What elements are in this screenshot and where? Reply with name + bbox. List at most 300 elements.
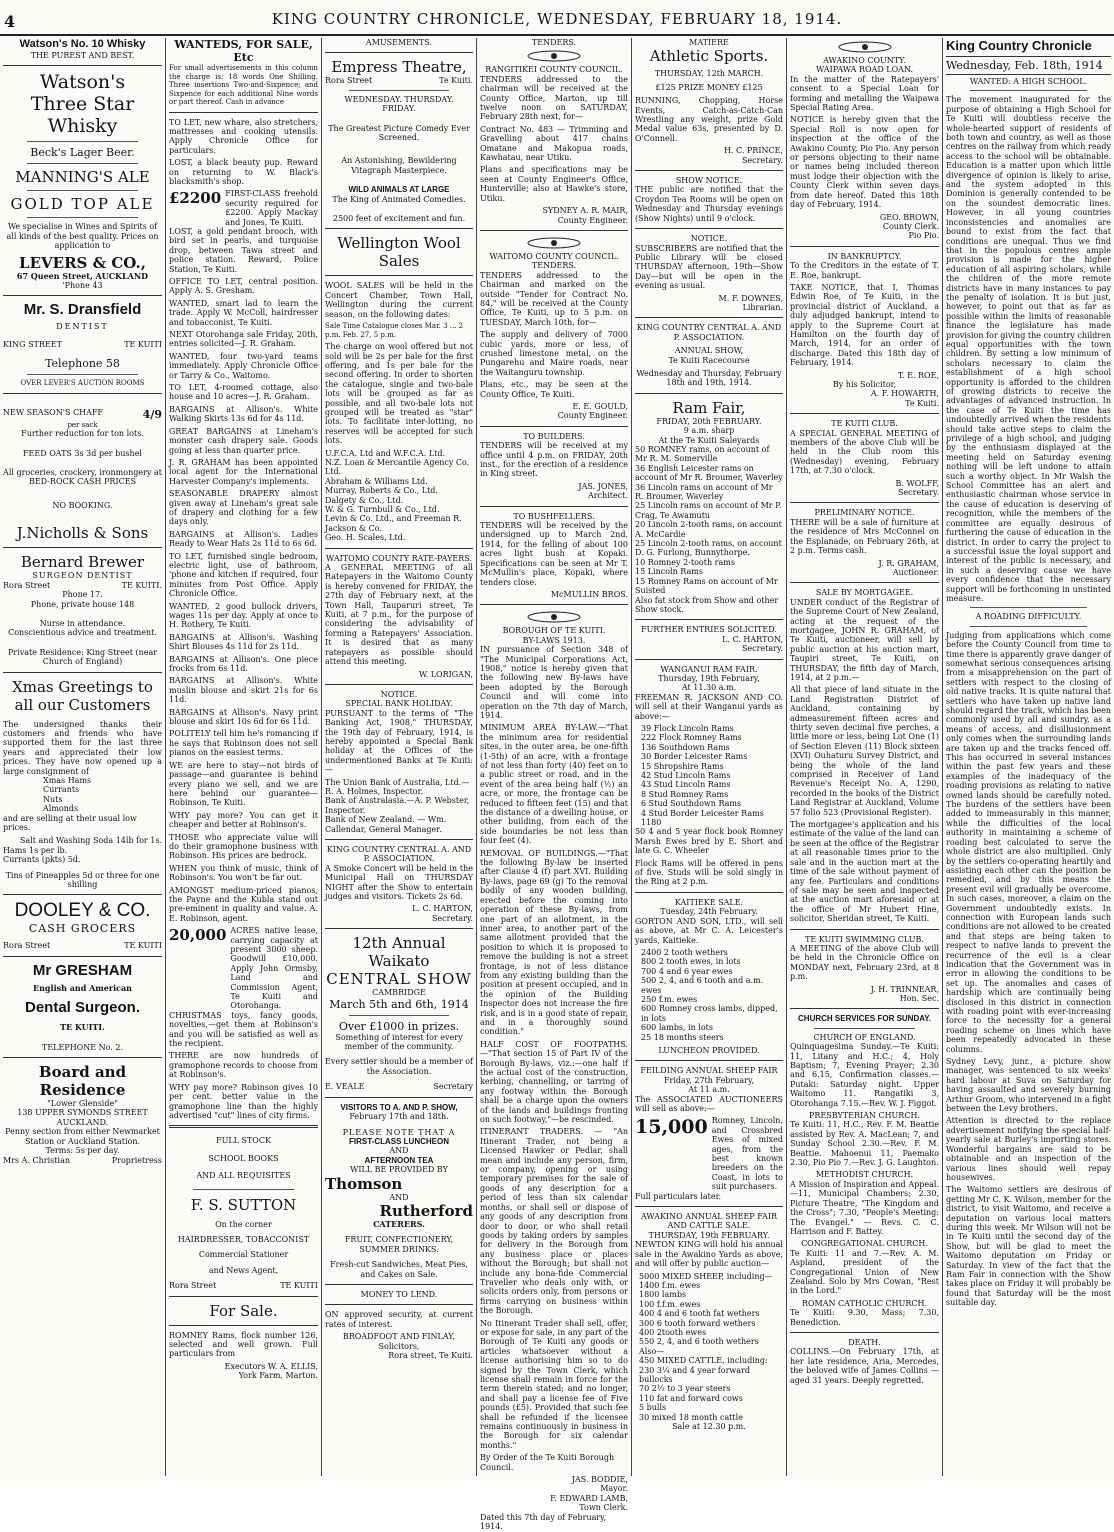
- wed-thu: Wednesday and Thursday, February 18th and 19th, 1914.: [636, 368, 782, 388]
- flock-rams: Flock Rams will be offered in pens of five. Studs will be sold singly in the Ring at 2 p.m.: [635, 858, 783, 887]
- preliminary-notice: PRELIMINARY NOTICE.: [814, 508, 915, 518]
- levers-phone: 'Phone 43: [62, 281, 103, 291]
- feilding-body: Romney, Lincoln, and Crossbred Ewes of mixed ages, from the best known breeders on the Coast, in lots to suit purchasers.: [711, 1116, 783, 1192]
- wild-animals: WILD ANIMALS AT LARGE: [348, 185, 450, 195]
- thomson: Thomson: [325, 1174, 403, 1193]
- classified-ad: LOST, a gold pendant brooch, with bird set in pearls, and turquoise drop, between Tawa street and police station. Reward, Police Station, Te Kuiti.: [169, 226, 318, 274]
- wool-firm: W. & G. Turnbull & Co., Ltd.: [325, 505, 440, 514]
- te-kuiti: TE KUITI: [280, 1281, 318, 1291]
- conscientious: Conscientious advice and treatment.: [8, 628, 157, 638]
- bush-body: TENDERS will be received by the undersigned up to March 2nd, 1914, for the felling of about 100 acres light bush at Kopaki. Specifications can be seen at Mr T. McMullin's place, Kopaki, where tenders close.: [480, 521, 628, 587]
- wool-body-2: The charge on wool offered but not sold will be 2s per bale for the first offering, and 1s per bale for the second offering. In order to shorten the catalogue, single and two-bale lots will be grouped as far as possible, and all two-bale lots not grouped will be treated as "star" lots. To facilitate inter-lotting, no reserves will be accepted for such lots.: [325, 342, 473, 446]
- luncheon: FIRST-CLASS LUNCHEON: [349, 1136, 449, 1146]
- wool-firm: Levin & Co. Ltd., and Freeman R. Jackson & Co.: [325, 514, 462, 533]
- wolff: B. WOLFF,: [895, 478, 939, 488]
- romney-ad: ROMNEY Rams, flock number 126, selected and well grown. Full particulars from: [169, 1330, 318, 1359]
- classified-ad: FIRST-CLASS freehold security required for £2200. Apply Mackay and Jones, Te Kuiti.: [225, 189, 318, 227]
- waitomo-body-2: The supply and delivery of 7000 cubic yards, more or less, of crushed limestone metal, on the Pungarehu and Maire roads, near the Waitanguru township.: [480, 330, 628, 377]
- requisites: AND ALL REQUISITES: [196, 1171, 291, 1181]
- harton: L. C. HARTON,: [412, 904, 473, 914]
- by-order: By Order of the Te Kuiti Borough Council.: [480, 1453, 615, 1472]
- board-residence: Board and Residence: [38, 1063, 127, 1100]
- swim-body: A MEETING of the above Club will be held in the Chronicle Office on MONDAY next, February 23rd, at 8 p.m.: [790, 943, 939, 982]
- salt-soda: Salt and Washing Soda 14lb for 1s.: [19, 836, 162, 846]
- veale: E. VEALE: [325, 1082, 365, 1092]
- awak-lot: 400 2tooth ewes: [639, 1327, 707, 1337]
- waipawa-body: In the matter of the Ratepayers' consent to a Special Loan for forming and metalling the Waipawa Special Rating Area.: [790, 74, 939, 113]
- empress-theatre: Empress Theatre,: [331, 58, 467, 77]
- interest: Something of interest for every member of the community.: [335, 1032, 463, 1052]
- wool-firm: Dalgety & Co., Ltd.: [325, 495, 404, 505]
- nicholls-sons: J.Nicholls & Sons: [16, 524, 149, 543]
- architect: Architect.: [588, 491, 628, 501]
- presby-body: Te Kuiti: 11, H.C., Rev. F. M. Beattie assisted by Rev. A. MacLean; 7, and Sunday School 2.30.—Rev. F. M. Beattie. Mahoenui 11, Paemako 2.30, Pio Pio 7.—Rev. J. G. Laughton.: [790, 1120, 939, 1168]
- bank-item: Bank of New Zealand. — Wm. Callendar, General Manager.: [325, 815, 447, 834]
- saleyards: At the Te Kuiti Saleyards: [658, 435, 760, 445]
- chaff-price: 4/9: [142, 407, 162, 421]
- gould: E. E. GOULD,: [572, 402, 628, 411]
- dental-surgeon: Dental Surgeon.: [24, 999, 140, 1017]
- kait-lot: 2400 2 tooth wethers: [641, 947, 728, 957]
- and: AND: [389, 1146, 409, 1156]
- column-7-editorial: [943, 38, 1114, 1476]
- thu-19: Thursday, 19th February,: [658, 673, 760, 683]
- also-fat: Also fat stock from Show and other Show stock.: [635, 595, 779, 614]
- rutherford: Rutherford: [379, 1201, 473, 1220]
- awakino-fair: AWAKINO ANNUAL SHEEP FAIR AND CATTLE SALE.: [640, 1212, 778, 1231]
- awak-lot: 400 4 and 6 tooth fat wethers: [639, 1309, 760, 1319]
- classified-ad: WANTED, 2 good bullock drivers, wages 11s per day. Apply at once to H. Rothery, Te Kuiti.: [169, 601, 318, 630]
- classified-ad: BARGAINS at Allison's. Ladies Ready to Wear Hats 2s 11d to 6s 6d.: [169, 529, 318, 549]
- tenders-2: TENDERS.: [531, 261, 577, 271]
- secretary: Secretary: [433, 1082, 473, 1092]
- bernard-brewer: Bernard Brewer: [20, 553, 145, 572]
- kait-lot: 500 2, 4, and 6 tooth and a.m. ewes: [641, 976, 764, 995]
- column-5-sales: [632, 38, 787, 1476]
- terms: Terms: 5s per day.: [45, 1146, 120, 1156]
- private-phone: Phone, private house 148: [30, 599, 135, 609]
- cash-grocers: CASH GROCERS: [28, 922, 137, 936]
- auckland: AUCKLAND.: [56, 1117, 109, 1127]
- kcc-body: A Smoke Concert will be held in the Municipal Hall on THURSDAY NIGHT after the Show to entertain judges and visitors. Tickets 2s 6d.: [325, 863, 473, 902]
- xmas-body: The undersigned thanks their customers and friends who have supported them for the last three years and appreciated their low prices. They have now opened up a large consignment of: [3, 719, 162, 776]
- xmas-items: [3, 776, 162, 814]
- ram-lot: 36 English Leicester rams on account of Mr R. Broumer, Waverley: [635, 463, 783, 483]
- classified-ad: GREAT BARGAINS at Lineham's monster cash drapery sale. Goods going at less than quarter price.: [169, 426, 318, 455]
- te-kuiti-2: TE KUITI.: [121, 580, 162, 590]
- wang-lot: 39 Flock Lincoln Rams: [641, 723, 734, 733]
- waitomo-body: TENDERS addressed to the Chairman and marked on the outside "Tender for Contract No. 84," will be received at the County Office, Te Kuiti, up to 5 p.m. on TUESDAY, March 10th, for—: [480, 270, 628, 327]
- dransfield-name: Mr. S. Dransfield: [23, 301, 142, 319]
- friday-20: FRIDAY, 20th FEBRUARY.: [656, 416, 762, 426]
- cong-body: Te Kuiti: 11 and 7.—Rev. A. M. Aspland, president of the Congregational Union of New Zealand. Solo by Mrs Cowan, "Rest in the Lord.": [790, 1248, 939, 1296]
- associated: The ASSOCIATED AUCTIONEERS will sell as above:—: [635, 1094, 783, 1113]
- lower-glenside: "Lower Glenside": [47, 1099, 118, 1109]
- waitomo-cc-heading: WAITOMO COUNTY COUNCIL.: [489, 251, 619, 261]
- feet: 2500 feet of excitement and fun.: [332, 214, 466, 224]
- show-body: THE public are notified that the Croydon Tea Rooms will be open on Wednesday and Thursday evenings (Show Nights) until 9 o'clock.: [635, 185, 783, 223]
- itinerant-2: No Itinerant Trader shall sell, offer, or expose for sale, in any part of the Borough of Te Kuiti any goods or articles whatsoever without a license authorising him so to do signed by the Town Clerk, which license shall remain in force for the term therein stated; and no longer, and shall pay a license fee of Five pounds (£5). Provided that such fee shall be refunded if the licensee remains continuously in business in the Borough for six calendar months.": [480, 1318, 628, 1450]
- trinnear: J. H. TRINNEAR,: [870, 984, 939, 994]
- acres-20000: 20,000: [169, 926, 227, 945]
- watson-three-star-2: Three Star Whisky: [30, 93, 135, 138]
- wanteds-heading: WANTEDS, FOR SALE, Etc: [174, 38, 313, 64]
- money-body: ON approved security, at current rates of interest.: [325, 1310, 473, 1329]
- ewes: 50 4 and 5 year flock book Romney Marsh Ewes bred by E. Short and late G. C. Wheeler: [635, 827, 783, 856]
- waikato-show-2: CENTRAL SHOW: [326, 970, 472, 989]
- kaitieke-lots: [635, 948, 783, 1042]
- watson-subtitle: THE PUREST AND BEST.: [30, 51, 135, 60]
- builders-heading: TO BUILDERS.: [523, 431, 585, 441]
- death-body: COLLINS.—On February 17th, at her late residence, Aria, Mercedes, the beloved wife of James Collins —aged 31 years. Deeply regretted.: [790, 1347, 939, 1385]
- classified-ad: ACRES native lease, carrying capacity at present 3000 sheep. Goodwill £10,000. Apply John Ormsby, Land and Commission Agent, Te Kuiti and Otorohanga.: [230, 926, 318, 1011]
- surgeon-dentist: SURGEON DENTIST: [32, 571, 133, 581]
- minimum-area: MINIMUM AREA BY-LAW.—"That the minimum area for residential sites, in the outer area, be one-fifth (1-5th) of an acre, with a frontage of not less than forty (40) feet on to a public street or road, and in the event of the area being half (½) an acre, or more, the frontage can be reduced to fifteen feet (15) and that the distance of a dwelling house, or other building, from each of the side boundaries be not less than four feet (4).: [480, 723, 628, 846]
- mcmullin: McMULLIN BROS.: [550, 589, 628, 599]
- thu-19b: THURSDAY, 19th FEBRUARY.: [648, 1230, 770, 1240]
- kait-lot: 800 2 tooth ewes, in lots: [641, 957, 741, 967]
- wool-firms: [325, 449, 473, 543]
- crest-ornament-icon: [524, 49, 584, 63]
- rates-notice: For small advertisements in this column the charge is: 18 words One Shilling. Three insertions Two-and-Sixpence; and Sixpence for each additional Nine words or part thereof. Cash in advance: [169, 64, 318, 106]
- his-solicitor: By his Solicitor,: [832, 380, 897, 389]
- xmas-item: Currants: [43, 785, 80, 795]
- xmas-item: Nuts: [43, 794, 63, 804]
- librarian: Librarian.: [742, 302, 783, 312]
- awak-lot: 100 f.f.m. ewes: [639, 1299, 701, 1309]
- kait-lot: 25 18 months steers: [641, 1032, 724, 1042]
- crest-ornament-icon: [524, 610, 584, 624]
- death-heading: DEATH.: [848, 1337, 881, 1347]
- wang-lot: 8 Stud Romney Rams: [641, 789, 729, 799]
- presbyterian: PRESBYTERIAN CHURCH.: [809, 1111, 920, 1121]
- ram-lot: 15 Lincoln Rams: [635, 567, 703, 577]
- settler: Every settler should be a member of the Association.: [325, 1057, 473, 1076]
- classified-ad: J. R. GRAHAM has been appointed local agent for the International Harvester Company's implements.: [169, 457, 318, 486]
- levers-address: 67 Queen Street, AUCKLAND: [16, 270, 149, 281]
- te-kuiti: Te Kuiti.: [439, 76, 473, 86]
- bankruptcy-body: TAKE NOTICE, that I, Thomas Edwin Roe, of Te Kuiti, in the provincial district of Auckland, a duly adjudged bankrupt, intend to apply to the Supreme Court at Hamilton on the fourth day of March, 1914, for an order of discharge. Dated this 18th day of February, 1914.: [790, 282, 939, 368]
- classified-ad: BARGAINS at Allison's. Navy print blouse and skirt 10s 6d for 6s 11d.: [169, 707, 318, 727]
- awak-lot: 5 bulls: [639, 1403, 667, 1413]
- notice: NOTICE.: [690, 234, 728, 244]
- classified-ad: SEASONABLE DRAPERY almost given away at Lineham's great sale of drapery and clothing for a few days only.: [169, 489, 318, 527]
- groceries: All groceries, crockery, ironmongery at BED-ROCK CASH PRICES: [3, 468, 162, 487]
- awak-lot: 70 2½ to 3 year steers: [639, 1384, 731, 1394]
- pio-pio: Pio Pio.: [908, 231, 939, 241]
- kait-lot: 600 Romney cross lambs, dipped, in lots: [641, 1004, 778, 1023]
- bankruptcy: IN BANKRUPTCY.: [827, 251, 902, 261]
- crest-ornament-icon: [835, 40, 895, 54]
- xmas-tail: and are selling at their usual low prices.: [3, 813, 137, 832]
- graham: J. R. GRAHAM,: [878, 558, 939, 568]
- luncheon: LUNCHEON PROVIDED.: [658, 1045, 760, 1055]
- kcc-heading: KING COUNTRY CENTRAL A. AND P. ASSOCIATION.: [326, 845, 472, 864]
- xmas-item: Almonds: [43, 804, 79, 814]
- church-services: CHURCH SERVICES FOR SUNDAY.: [798, 1014, 931, 1024]
- classified-ad: TO LET, furnished single bedroom, electric light, use of bathroom, 'phone and kitchen if required, four minutes from Post Office. Apply Chronicle Office.: [169, 551, 318, 599]
- telephone-58: Telephone 58: [45, 357, 120, 371]
- wang-lot: 222 Flock Romney Rams: [641, 733, 742, 743]
- wanganui: WANGANUI RAM FAIR.: [660, 664, 758, 674]
- at-1130: At 11.30 a.m.: [681, 683, 737, 693]
- classified-ad: WHEN you think of music, think of Robinson's. You won't be far out.: [169, 863, 318, 883]
- gorton: GORTON AND SON, LTD., will sell as above, at Mr C. A. Leicester's yards, Kaitieke.: [635, 916, 783, 945]
- king-comedies: The King of Animated Comedies.: [332, 194, 466, 204]
- prizes: Over £1000 in prizes.: [338, 1019, 460, 1033]
- further-entries: FURTHER ENTRIES SOLICITED.: [641, 625, 777, 635]
- ram-fair: Ram Fair,: [672, 398, 746, 417]
- executors: Executors W. A. ELLIS,: [224, 1361, 318, 1371]
- crest-ornament-icon: [524, 236, 584, 250]
- waikato-show-1: 12th Annual Waikato: [352, 934, 446, 971]
- awak-lot: Also—: [639, 1346, 665, 1356]
- amount-2200: £2200: [169, 189, 222, 208]
- howarth: A. F. HOWARTH,: [870, 389, 939, 399]
- classified-ad: THOSE who appreciate value will do their gramophone business with Robinson. His prices are bedrock.: [169, 832, 318, 861]
- coe-body: Quinquagesima Sunday.—Te Kuiti: 11, Litany and H.C.; 4, Holy Baptism; 7, Evening Prayer; 2.30 and 6.15, Confirmation classes.—Putaki: Saturday night. Upper Waitomo 11. Rangatiki 3, Otorohanga 7.15.—Rev. W. J. Figgot.: [790, 1042, 939, 1108]
- mayor: Mayor.: [600, 1484, 628, 1494]
- library-notice: SUBSCRIBERS are notified that the Public Library will be closed THURSDAY afternoon, 19th—Show Day—but will be open in the evening as usual.: [635, 243, 783, 291]
- bushfellers-heading: TO BUSHFELLERS.: [513, 511, 595, 521]
- ram-lot: 50 ROMNEY rams, on account of Mr R. M. Somerville: [635, 445, 770, 464]
- watson-three-star-1: Watson's: [39, 71, 126, 94]
- bank-item: Bank of Australasia.—A. P. Webster, Inspector.: [325, 796, 470, 815]
- wool-firm: Murray, Roberts & Co., Ltd.: [325, 486, 438, 496]
- sutton: F. S. SUTTON: [190, 1195, 297, 1214]
- mortgage-body-2: All that piece of land situate in the Land Registration District of Auckland, containing by admeasurement fifteen acres and thirty seven decimal five perches, a little more or less, being Lot One (1) of Section Eleven (11) Block sixteen (XVI) Ouhaturu Survey District, and being the whole of the land comprised in Receiver of Land Revenue's Receipt No. A, 1290, recorded in the books of the District Land Registrar at Auckland, Volume 57 folio 523 (Provisional Register).: [790, 685, 939, 817]
- secretary: Secretary.: [431, 913, 473, 923]
- levers-body: We specialise in Wines and Spirits of all kinds of the best quality. Prices on application to: [6, 222, 159, 251]
- downes: M. F. DOWNES,: [718, 293, 783, 303]
- harton: L. C. HARTON,: [722, 634, 783, 644]
- awak-lot: 300 6 tooth forward wethers: [639, 1318, 756, 1328]
- tue-24: Tuesday, 24th February.: [660, 907, 758, 917]
- wang-lot: 43 Stud Lincoln Rams: [641, 780, 731, 790]
- wang-lot: 15 Shropshire Rams: [641, 761, 724, 771]
- hairdresser: HAIRDRESSER, TOBACCONIST: [177, 1234, 310, 1244]
- te-kuiti-3: TE KUITI: [124, 941, 162, 951]
- greatest-comedy: The Greatest Picture Comedy Ever Screened.: [328, 123, 470, 143]
- show-dates: March 5th and 6th, 1914: [329, 997, 469, 1011]
- awak-lot: 550 2, 4, and 6 tooth wethers: [639, 1337, 759, 1347]
- wool-firm: Geo. H. Scales, Ltd.: [325, 533, 406, 543]
- builders-body: TENDERS will be received at my office until 4 p.m. on FRIDAY, 20th inst., for the erection of a residence in King street.: [480, 441, 628, 479]
- xmas-greetings: Xmas Greetings to all our Customers: [12, 677, 153, 714]
- wool-firm: U.F.C.A. Ltd and W.F.C.A. Ltd.: [325, 448, 446, 458]
- secretary-2: Secretary.: [741, 644, 783, 654]
- awak-lot: 1800 lambs: [639, 1290, 687, 1300]
- nurse: Nurse in attendance.: [39, 618, 126, 628]
- wang-lot: 42 Stud Lincoln Rams: [641, 771, 731, 780]
- catholic: ROMAN CATHOLIC CHURCH.: [801, 1298, 928, 1308]
- bylaws-heading: BY-LAWS 1913.: [522, 635, 586, 645]
- feb-17: February 17th and 18th.: [349, 1112, 449, 1122]
- please-note: PLEASE NOTE THAT A: [342, 1127, 456, 1137]
- jones: JAS. JONES,: [578, 481, 628, 491]
- classified-ad: BARGAINS at Allison's. White muslin blouse and skirt 21s for 6s 11d.: [169, 676, 318, 705]
- ram-lot: 10 Romney 2-tooth rams: [635, 557, 735, 567]
- hams: Hams 1s per lb.: [3, 845, 68, 855]
- wool-body: WOOL SALES will be held in the Concert Chamber, Town Hall, Wellington during the current season, on the following dates:: [325, 281, 473, 319]
- editorial-body-5: The Waitomo settlers are desirous of getting Mr C. K. Wilson, member for the district, to visit Waitomo, and receive a deputation on various local matters during this week. Mr Wilson will not be in Te Kuiti until the second day of the Show, but will be glad to meet the Waitomo deputation on Friday or Saturday. In view of the fact that the Ram Fair in connection with the Show takes place on Friday it will probably be found that Saturday will be the most suitable day.: [946, 1185, 1111, 1308]
- mair: SYDNEY A. R. MAIR,: [542, 206, 628, 216]
- gresham: Mr GRESHAM: [32, 961, 133, 979]
- editorial-body-3: Sydney Levy, junr., a picture show manager, was sentenced to six weeks' hard labour at Suva on Saturday for having assaulted and severely burning Arthur Groom, who intervened in a fight between the Levy brothers.: [946, 1057, 1111, 1114]
- page-number: 4: [4, 12, 16, 31]
- pineapples: Tins of Pineapples 5d or three for one shilling: [5, 870, 160, 890]
- kcc: KING COUNTRY CENTRAL A. AND P. ASSOCIATION.: [636, 323, 782, 342]
- county-engineer: County Engineer.: [557, 215, 628, 225]
- feed-oats: FEED OATS 3s 3d per bushel: [23, 448, 142, 458]
- te-kuiti: Te Kuiti.: [905, 398, 939, 408]
- hon-sec: Hon. Sec.: [899, 993, 939, 1003]
- kait-lot: 600 lambs, in lots: [641, 1023, 713, 1033]
- te-kuiti-club: TE KUITI CLUB.: [831, 419, 898, 429]
- wool-firm: Abraham & Williams Ltd.: [325, 476, 428, 486]
- secretary: Secretary.: [741, 155, 783, 165]
- editorial-paper-name: King Country Chronicle: [946, 38, 1092, 53]
- bank-item: The Union Bank of Australia, Ltd.—R. A. Holmes, Inspector.: [325, 777, 470, 796]
- column-4-tenders: [477, 38, 632, 1532]
- plans: Plans and specifications may be seen at County Engineer's Office, Hunterville; also at Hawke's store, Utiku.: [480, 165, 628, 203]
- kait-lot: 250 f.m. ewes: [641, 994, 698, 1004]
- wang-lot: 30 Border Leicester Rams: [641, 752, 748, 762]
- ratepayers-heading: WAITOMO COUNTY RATE-PAYERS.: [326, 553, 472, 563]
- classified-ad: WHY pay more? Robinson gives 10 per cent. better value in the gramophone line than the highly advertised "cut" lines of city firms.: [169, 1082, 318, 1120]
- solicitors: Solicitors,: [378, 1341, 420, 1351]
- classified-ad: BARGAINS at Allison's. White Walking Skirts 13s 6d for 4s 11d.: [169, 404, 318, 424]
- at-11: At 11 a.m.: [688, 1085, 730, 1095]
- sale-by-mortgagee: SALE BY MORTGAGEE.: [815, 588, 914, 598]
- sandwiches: Fresh-cut Sandwiches, Meat Pies, and Cakes on Sale.: [330, 1260, 468, 1279]
- column-2-wanteds: [166, 38, 322, 1476]
- classified-ad: WHY pay more? You can get it cheaper and better at Robinson's.: [169, 810, 318, 830]
- roe: T. E. ROE,: [897, 370, 939, 380]
- annual-show: ANNUAL SHOW,: [674, 346, 744, 356]
- amusements-heading: AMUSEMENTS.: [365, 38, 433, 47]
- newspaper-title: KING COUNTRY CHRONICLE, WEDNESDAY, FEBRUARY 18, 1914.: [271, 10, 843, 28]
- rora-street-2: Rora Street: [3, 941, 51, 951]
- awak-lot: 30 mixed 18 month cattle: [639, 1412, 743, 1422]
- over-levers: OVER LEVER'S AUCTION ROOMS: [20, 379, 145, 388]
- total: 1180: [641, 818, 662, 828]
- editorial-body-1: The movement inaugurated for the purpose of obtaining a High School for Te Kuiti will doubtless receive the whole-hearted support of residents of both town and country, as well as those centres on the railway from which ready access to the school will be obtainable. Education is a matter upon which little divergence of opinion is likely to arise, and the system adopted in this Dominion is generally contended to be on the soundest democratic lines. However, in all young countries inconsistencies and anomalies are bound to exist from the fact that conditions are unequal. Thus we find that in the populous centres ample provision is made for the higher education of all aspiring scholars, while the children of the more remote districts have in many instances to pay the penalty of isolation. It is but just, however, to point out that as far as possible within the limits of reasonable finance the legislature has made provision for giving the country children equal opportunities with the town children. By setting a low minimum of scholars necessary to claim the establishment of a high school opportunity is afforded to the children of growing districts to receive the advantages of advanced instruction. In the case of Te Kuiti the time has undoubtedly arrived when the residents should take active steps to claim the privilege of a high school, and judging by the enthusiasm displayed at the meeting held on Saturday evening nothing will be left undone to attain such a worthy object. In Mr Walsh the School Committee has an alert and enthusiastic chairman whose service in the cause of education is deserving of recognition, while the members of the committee are equally desirous of furthering the cause of education in the district. In order to carry the project to a successful issue the loyal support and interest of the public is necessary, and in such a deserving cause we have every confidence that the necessary support will be forthcoming in unstinted measure.: [946, 95, 1111, 603]
- meth-body: A Mission of Inspiration and Appeal.—11, Municipal Chambers; 2.30, Picture Theatre, "The Kingdom and the Cross"; 7.30, "People's Meeting: The Evangel." — Revs. C. C. Harrison and F. Battey.: [790, 1179, 939, 1236]
- classified-ad: WANTED, smart lad to learn the trade. Apply W. McColl, hairdresser and tobacconist, Te Kuiti.: [169, 298, 318, 327]
- bank-body: PURSUANT to the terms of "The Banking Act, 1908," THURSDAY, the 19th day of February, 1914, is hereby appointed a Special Bank holiday at the Offices of the undermentioned Banks at Te Kuiti:—: [325, 708, 473, 775]
- awakino-lots: [635, 1272, 783, 1423]
- awak-lot: 1400 f.m. ewes: [639, 1280, 701, 1290]
- newton: NEWTON KING will hold his annual sale in the Awakino Yards as above, and will offer by public auction—: [635, 1240, 783, 1269]
- manning-ale: MANNING'S ALE: [15, 168, 150, 187]
- york-farm: York Farm, Marton.: [238, 1371, 318, 1381]
- classified-ad: OFFICE TO LET, central position. Apply A. S. Gresham.: [169, 277, 318, 296]
- mortgage-body: UNDER conduct of the Registrar of the Supreme Court of New Zealand, acting at the request of the mortgagee, JOHN R. GRAHAM, of Te Kuiti, auctioneer, will sell by public auction at his auction mart, Taupiri street, Te Kuiti, on THURSDAY, the fifth day of March, 1914, at 2 p.m.—: [790, 597, 939, 682]
- classified-ad: CHRISTMAS toys, fancy goods, novelties,—get them at Robinson's and you will be satisfied as well as the recipient.: [169, 1010, 318, 1049]
- classified-ad: WANTED, four two-yard teams immediately. Apply Chronicle Office or Tarry & Co., Waitomo.: [169, 351, 318, 380]
- running: RUNNING, Chopping, Horse Events, Catch-as-Catch-Can Wrestling any weight, prize Gold Medal value 63s, presented by D. O'Connell.: [635, 96, 783, 143]
- classified-ad: AMONGST medium-priced pianos, the Payne and the Kubla stand out pre-eminent in quality and value. A. E. Robinson, agent.: [169, 885, 318, 923]
- friday: FRIDAY.: [382, 104, 416, 114]
- penny-section: Penny section from either Newmarket Station or Auckland Station.: [5, 1127, 160, 1146]
- notice-body: NOTICE is hereby given that the Special Roll is now open for inspection at the office of the Awakino County, Pio Pio. Any person or persons objecting to their name or names being included thereon must lodge their objection with the County Clerk within seven days from date hereof. Dated this 18th day of February, 1914.: [790, 115, 939, 210]
- fruit: FRUIT, CONFECTIONERY, SUMMER DRINKS.: [344, 1235, 454, 1254]
- kaitieke: KAITIEKE SALE.: [674, 897, 744, 907]
- rora-street: Rora Street: [3, 580, 51, 590]
- money-to-lend: MONEY TO LEND.: [360, 1289, 438, 1299]
- awak-lot: 450 MIXED CATTLE, including:: [639, 1356, 768, 1366]
- tenders-heading: TENDERS.: [531, 38, 577, 47]
- awak-lot: 110 fat and forward cows: [639, 1393, 743, 1403]
- classified-ad-20000: [169, 926, 318, 1011]
- for-sale: For Sale.: [209, 1301, 278, 1320]
- count-15000: 15,000: [635, 1116, 708, 1139]
- lamb: F. EDWARD LAMB,: [550, 1493, 628, 1503]
- fri-27: Friday, 27th February,: [664, 1075, 754, 1085]
- phone-17: Phone 17.: [62, 590, 103, 600]
- classified-ad: THERE are now hundreds of gramophone records to choose from at Robinson's.: [169, 1051, 318, 1080]
- church-of-england: CHURCH OF ENGLAND.: [813, 1032, 916, 1042]
- thursday-12: THURSDAY, 12th MARCH.: [654, 69, 764, 79]
- feilding-lot: [635, 1116, 783, 1191]
- classified-ad: BARGAINS at Allison's. Washing Shirt Blouses 4s 11d for 2s 11d.: [169, 632, 318, 652]
- bank-holiday: SPECIAL BANK HOLIDAY.: [345, 699, 453, 709]
- classified-ad: WE are here to stay—not birds of passage—and guarantee is behind every piano we sell, and we are here behind our guarantee—Robinson, Te Kuiti.: [169, 760, 318, 808]
- county-clerk: County Clerk.: [882, 221, 939, 231]
- show-notice: SHOW NOTICE.: [675, 176, 743, 186]
- classified-ad: POLITELY tell him he's romancing if he says that Robinson does not sell pianos on the easiest terms.: [169, 729, 318, 758]
- classified-ad-2200: [169, 189, 318, 227]
- ram-lot: 36 Lincoln rams on account of Mr R. Broumer, Waverley: [635, 482, 773, 502]
- chaff-ad: NEW SEASON'S CHAFF: [3, 407, 103, 417]
- congregational: CONGREGATIONAL CHURCH.: [801, 1239, 928, 1249]
- matiere: MATIERE: [689, 38, 729, 47]
- ram-lot: 25 Lincoln rams on account of Mr P. Crag, Te Awamutu: [635, 501, 782, 520]
- wellington-wool-sales: Wellington Wool Sales: [337, 234, 461, 271]
- awak-lot: 5000 MIXED SHEEP, including—: [639, 1271, 773, 1281]
- county-engineer-2: County Engineer.: [557, 411, 628, 421]
- wang-lot: 6 Stud Southdown Rams: [641, 799, 742, 809]
- brown: GEO. BROWN,: [879, 212, 939, 222]
- watson-whisky-ad: Watson's No. 10 Whisky: [19, 38, 146, 50]
- wool-table: Sale Time Catalogue closes Mar. 3 ... 2 p.m. Feb. 27, 5 p.m.: [325, 322, 464, 339]
- feilding: FEILDING ANNUAL SHEEP FAIR: [640, 1066, 778, 1076]
- ratepayers-body: A GENERAL MEETING of all Ratepayers in the Waitomo County is hereby convened for FRIDAY, the 27th day of February next, at the Town Hall, Tauparuri street, Te Kuiti, at 7 p.m., for the purpose of considering the advisability of forming a Ratepayers' Association. It is desired that as many ratepayers as possible should attend this meeting.: [325, 563, 473, 667]
- bylaws-body: IN pursuance of Section 348 of "The Municipal Corporations Act, 1908," notice is hereby given that the following new By-laws have been adopted by the Borough Council and will come into operation on the 7th day of March, 1914.: [480, 645, 628, 720]
- freeman: FREEMAN R. JACKSON AND CO. will sell at their Wanganui yards as above:—: [635, 692, 783, 721]
- visitors-heading: VISITORS TO A. AND P. SHOW,: [340, 1102, 458, 1112]
- borough-heading: BOROUGH OF TE KUITI.: [502, 626, 606, 636]
- no-booking: NO BOOKING.: [52, 500, 113, 510]
- masthead: [0, 4, 1114, 36]
- proprietress: Proprietress: [111, 1155, 162, 1165]
- lorigan: W. LORIGAN,: [418, 669, 473, 679]
- rora-street: Rora Street: [169, 1281, 217, 1291]
- ram-lot: 25 Lincoln 2-tooth rams, on account D. G. Furlong, Bunnythorpe.: [635, 539, 782, 558]
- classified-ad: LOST, a black beauty pup. Reward on returning to W. Black's blacksmith's shop.: [169, 158, 318, 186]
- swimming-club: TE KUITI SWIMMING CLUB.: [805, 934, 924, 944]
- per-sack: per sack: [67, 420, 98, 429]
- secretary: Secretary.: [897, 488, 939, 498]
- waitomo-plans: Plans, etc., may be seen at the County Office, Te Kuiti.: [480, 380, 628, 399]
- racecourse: Te Kuiti Racecourse: [668, 355, 750, 365]
- school-books: SCHOOL BOOKS: [208, 1153, 279, 1163]
- wool-firm: N.Z. Loan & Mercantile Agency Co. Ltd.: [325, 457, 470, 477]
- notice-heading: NOTICE.: [380, 689, 418, 699]
- removal: REMOVAL OF BUILDINGS.—"That the following By-law be inserted after Clause 4 (f) part XVI. Building By-laws, page 69 (g) To the removal bodily of any wooden building, erected before the coming into operation of these By-laws, from one part of an allotment, in the inner area, to another part of the same allotment provided that the position to which it is proposed to remove the building is not a street frontage, is not of less distance from any existing building than the position at present occupied, and in the opinion of the Building Inspector does not increase the fire risk, and is in a good state of repair, and in a thoroughly sound condition.": [480, 848, 628, 1037]
- town-clerk: Town Clerk.: [579, 1503, 628, 1513]
